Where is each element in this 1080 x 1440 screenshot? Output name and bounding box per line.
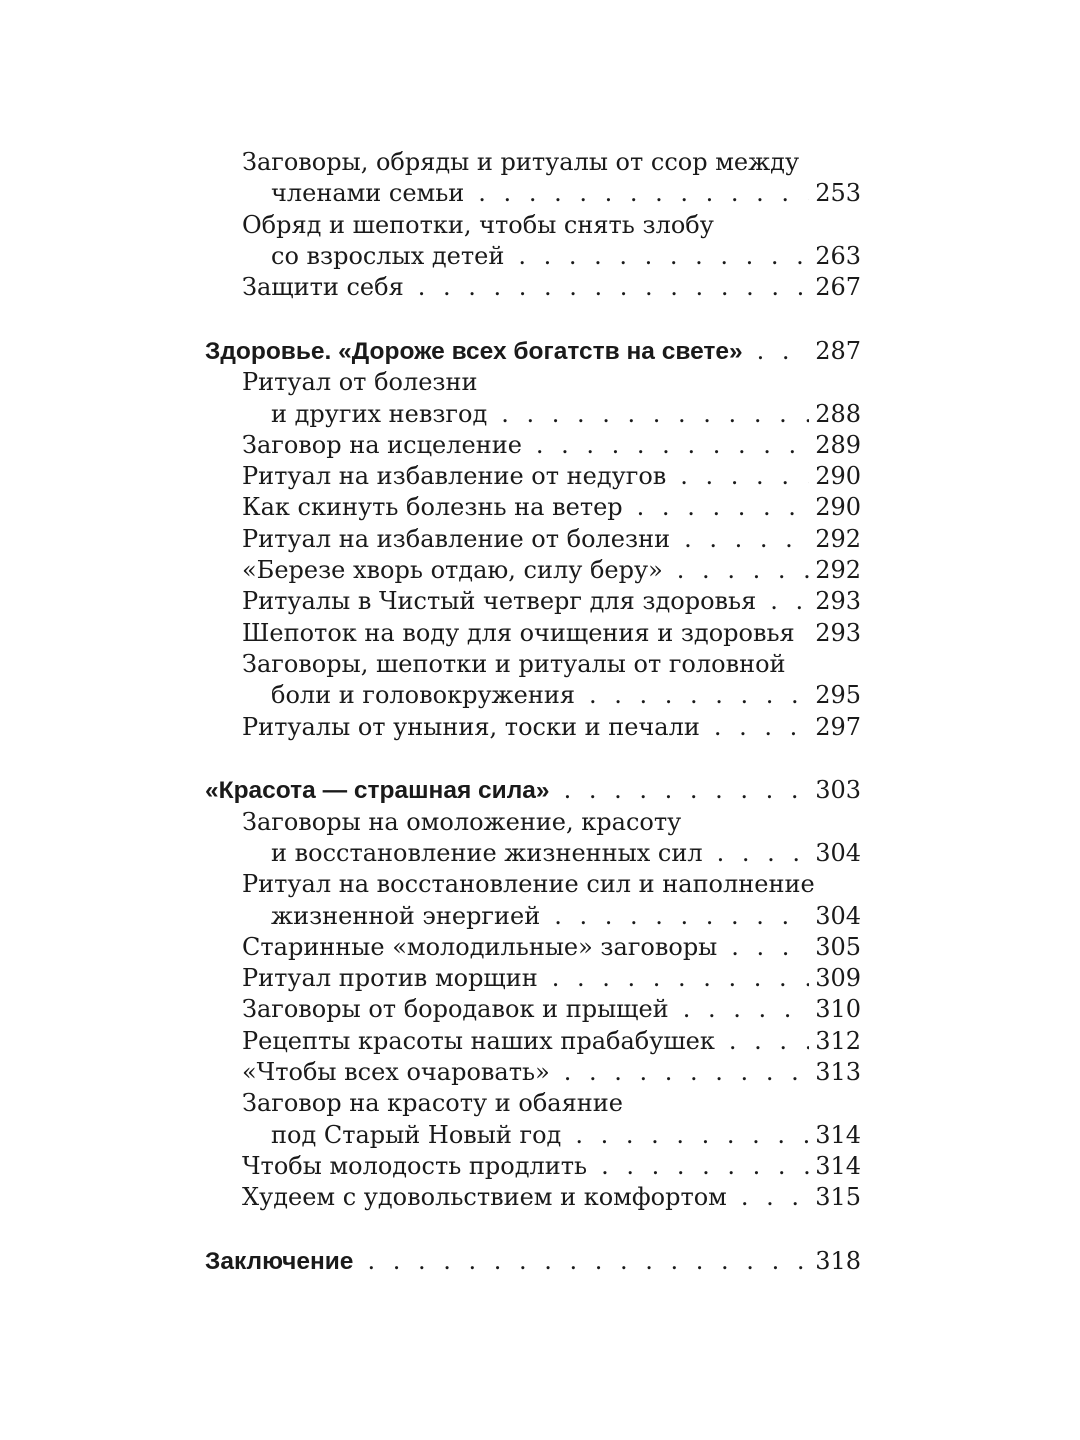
toc-entry-title: «Березе хворь отдаю, силу беру» [242, 556, 663, 585]
toc-page-number: 304 [815, 838, 861, 867]
toc-entry-title: Заговоры на омоложение, красоту [242, 807, 682, 836]
toc-page-number: 314 [815, 1151, 861, 1180]
toc-page-number: 304 [815, 901, 861, 930]
toc-page-number: 287 [815, 336, 861, 365]
toc-entry [205, 492, 861, 523]
toc-entry-title: жизненной энергией [271, 901, 541, 930]
dot-leader [741, 1182, 809, 1213]
dot-leader [564, 775, 810, 806]
section-title: Заключение [205, 1248, 354, 1275]
toc-entry-title: Как скинуть болезнь на ветер [242, 493, 623, 522]
toc-entry [205, 1057, 861, 1088]
toc-entry-title: Ритуал на избавление от болезни [242, 524, 671, 553]
toc-entry-title: Старинные «молодильные» заговоры [242, 932, 718, 961]
section-title: «Красота — страшная сила» [205, 777, 550, 805]
toc-entry [205, 712, 861, 743]
toc-entry [205, 272, 861, 303]
dot-leader [536, 430, 809, 461]
toc-entry [205, 1088, 861, 1119]
toc-entry-title: Ритуал на восстановление сил и наполнение [242, 870, 815, 899]
toc-entry [205, 430, 861, 461]
toc-page-number: 289 [815, 430, 861, 459]
toc-entry [205, 1151, 861, 1182]
dot-leader [501, 399, 809, 430]
dot-leader [575, 1120, 809, 1151]
toc-page-number: 293 [815, 618, 861, 647]
toc-page-number: 292 [815, 556, 861, 585]
toc-entry-title: членами семьи [271, 179, 465, 208]
toc-entry [205, 1026, 861, 1057]
toc-entry [205, 1182, 861, 1213]
toc-entry-title: и восстановление жизненных сил [271, 838, 703, 867]
table-of-contents [205, 147, 861, 1277]
toc-entry [205, 901, 861, 932]
toc-entry [205, 1120, 861, 1151]
toc-page-number: 290 [815, 493, 861, 522]
toc-entry-title: и других невзгод [271, 399, 488, 428]
toc-page-number: 267 [815, 273, 861, 302]
dot-leader [564, 1057, 809, 1088]
toc-entry [205, 807, 861, 838]
toc-entry-title: Заговоры, шепотки и ритуалы от головной [242, 649, 786, 678]
toc-page-number: 292 [815, 524, 861, 553]
dot-leader [637, 492, 810, 523]
section-title: Здоровье. «Дороже всех богатств на свете» [205, 337, 743, 365]
toc-page-number: 309 [815, 964, 861, 993]
toc-entry-title: Чтобы молодость продлить [242, 1151, 588, 1180]
toc-entry-title: Ритуалы в Чистый четверг для здоровья [242, 587, 757, 616]
toc-entry-title: Ритуал на избавление от недугов [242, 462, 667, 491]
toc-page-number: 310 [815, 995, 861, 1024]
toc-page-number: 290 [815, 462, 861, 491]
toc-entry [205, 399, 861, 430]
toc-entry-title: Рецепты красоты наших прабабушек [242, 1026, 715, 1055]
toc-page-number: 312 [815, 1026, 861, 1055]
toc-page-number: 318 [815, 1247, 861, 1275]
toc-entry-title: Ритуалы от уныния, тоски и печали [242, 712, 700, 741]
toc-entry [205, 461, 861, 492]
toc-entry-title: Ритуал против морщин [242, 964, 538, 993]
toc-entry-title: Заговор на исцеление [242, 430, 522, 459]
toc-entry [205, 838, 861, 869]
toc-entry-title: Заговор на красоту и обаяние [242, 1089, 623, 1118]
dot-leader [478, 178, 809, 209]
toc-entry [205, 994, 861, 1025]
toc-page-number: 288 [815, 399, 861, 428]
dot-leader [589, 680, 809, 711]
toc-entry [205, 932, 861, 963]
toc-page-number: 305 [815, 932, 861, 961]
dot-leader [714, 712, 809, 743]
toc-page-number: 303 [815, 776, 861, 805]
toc-entry-title: Обряд и шепотки, чтобы снять злобу [242, 210, 714, 239]
dot-leader [518, 241, 809, 272]
toc-entry-title: Защити себя [242, 273, 404, 302]
toc-entry [205, 555, 861, 586]
dot-leader [601, 1151, 809, 1182]
toc-entry-title: под Старый Новый год [271, 1120, 562, 1149]
toc-entry [205, 618, 861, 649]
toc-entry-title: Заговоры, обряды и ритуалы от ссор между [242, 148, 800, 176]
toc-entry [205, 869, 861, 900]
toc-page-number: 263 [815, 241, 861, 270]
dot-leader [731, 932, 809, 963]
dot-leader [729, 1026, 809, 1057]
toc-entry [205, 241, 861, 272]
dot-leader [684, 524, 809, 555]
dot-leader [677, 555, 809, 586]
dot-leader [552, 963, 809, 994]
dot-leader [367, 1246, 809, 1277]
toc-entry [205, 210, 861, 241]
dot-leader [418, 272, 809, 303]
toc-page-number: 297 [815, 712, 861, 741]
toc-entry [205, 367, 861, 398]
toc-page-number: 295 [815, 681, 861, 710]
toc-page-number: 293 [815, 587, 861, 616]
toc-entry [205, 147, 861, 178]
toc-section-heading [205, 336, 861, 367]
toc-entry [205, 586, 861, 617]
toc-page-number: 315 [815, 1183, 861, 1212]
toc-entry-title: со взрослых детей [271, 241, 505, 270]
toc-entry [205, 524, 861, 555]
toc-page-number: 313 [815, 1058, 861, 1087]
toc-entry-title: Худеем с удовольствием и комфортом [242, 1183, 727, 1212]
dot-leader [809, 618, 810, 649]
toc-section-heading [205, 775, 861, 806]
toc-page-number: 314 [815, 1120, 861, 1149]
dot-leader [717, 838, 810, 869]
dot-leader [554, 901, 809, 932]
toc-entry-title: Ритуал от болезни [242, 368, 478, 397]
toc-entry-title: Шепоток на воду для очищения и здоровья [242, 618, 795, 647]
toc-entry [205, 649, 861, 680]
toc-entry-title: Заговоры от бородавок и прыщей [242, 995, 669, 1024]
dot-leader [683, 994, 810, 1025]
toc-page-number: 253 [815, 179, 861, 208]
dot-leader [680, 461, 809, 492]
dot-leader [770, 586, 809, 617]
toc-section-heading [205, 1246, 861, 1277]
toc-entry [205, 178, 861, 209]
dot-leader [757, 336, 810, 367]
toc-entry [205, 963, 861, 994]
toc-entry-title: боли и головокружения [271, 681, 575, 710]
toc-entry-title: «Чтобы всех очаровать» [242, 1058, 550, 1087]
toc-entry [205, 680, 861, 711]
